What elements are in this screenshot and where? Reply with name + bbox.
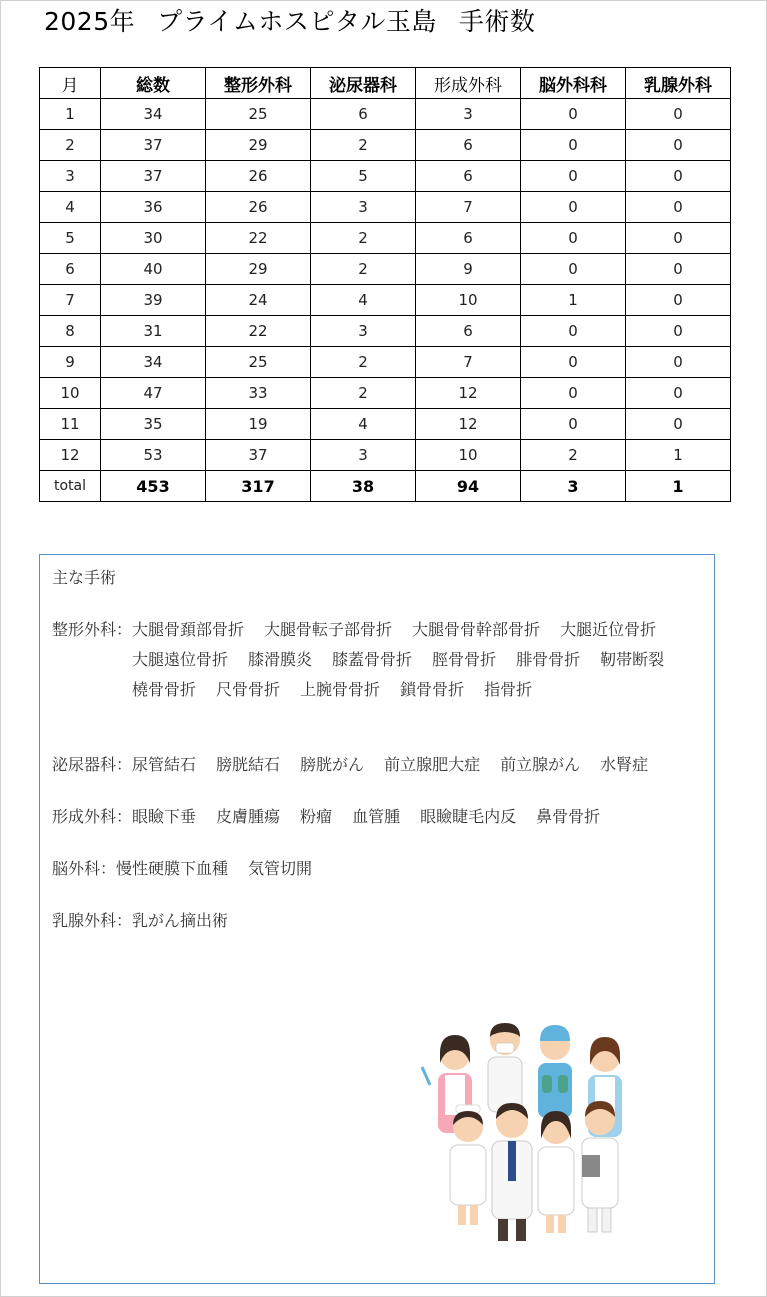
procedure-list bbox=[116, 854, 676, 884]
procedure-item: 乳がん摘出術 bbox=[132, 911, 229, 930]
cell-neurosurgery: 0 bbox=[521, 378, 626, 409]
page-title bbox=[44, 4, 535, 40]
cell-plastic-surgery: 3 bbox=[416, 99, 521, 130]
procedure-item: 前立腺がん bbox=[500, 755, 581, 774]
cell-orthopedics: 22 bbox=[206, 316, 311, 347]
cell-neurosurgery: 0 bbox=[521, 409, 626, 440]
cell-total: 37 bbox=[101, 130, 206, 161]
cell-plastic-surgery: 10 bbox=[416, 285, 521, 316]
title-hospital: プライムホスピタル玉島 bbox=[157, 7, 437, 36]
procedure-item: 大腿近位骨折 bbox=[560, 620, 657, 639]
cell-month: 10 bbox=[40, 378, 101, 409]
procedure-item: 脛骨骨折 bbox=[432, 650, 497, 669]
department-label: 形成外科： bbox=[52, 807, 133, 826]
cell-breast-surgery: 0 bbox=[626, 409, 731, 440]
total-orthopedics: 317 bbox=[206, 471, 311, 502]
department-label: 乳腺外科： bbox=[52, 911, 133, 930]
cell-breast-surgery: 0 bbox=[626, 161, 731, 192]
procedure-item: 膝滑膜炎 bbox=[248, 650, 313, 669]
cell-orthopedics: 26 bbox=[206, 161, 311, 192]
procedure-item: 大腿骨頚部骨折 bbox=[132, 620, 245, 639]
cell-urology: 5 bbox=[311, 161, 416, 192]
table-total-row bbox=[40, 471, 731, 502]
cell-total: 31 bbox=[101, 316, 206, 347]
procedure-item: 慢性硬膜下血種 bbox=[116, 859, 229, 878]
cell-breast-surgery: 0 bbox=[626, 316, 731, 347]
cell-total: 30 bbox=[101, 223, 206, 254]
procedure-item: 橈骨骨折 bbox=[132, 680, 197, 699]
header-orthopedics: 整形外科 bbox=[206, 68, 311, 99]
cell-total: 34 bbox=[101, 347, 206, 378]
procedure-item: 腓骨骨折 bbox=[516, 650, 581, 669]
procedure-item: 眼瞼下垂 bbox=[132, 807, 197, 826]
cell-plastic-surgery: 6 bbox=[416, 161, 521, 192]
table-row bbox=[40, 254, 731, 285]
table-header-row bbox=[40, 68, 731, 99]
cell-plastic-surgery: 7 bbox=[416, 347, 521, 378]
cell-neurosurgery: 2 bbox=[521, 440, 626, 471]
cell-neurosurgery: 0 bbox=[521, 130, 626, 161]
procedure-item: 上腕骨骨折 bbox=[300, 680, 381, 699]
table-row bbox=[40, 223, 731, 254]
procedure-item: 気管切開 bbox=[248, 859, 313, 878]
cell-orthopedics: 37 bbox=[206, 440, 311, 471]
procedure-item: 眼瞼睫毛内反 bbox=[420, 807, 517, 826]
cell-urology: 3 bbox=[311, 316, 416, 347]
cell-plastic-surgery: 10 bbox=[416, 440, 521, 471]
procedure-item: 膝蓋骨骨折 bbox=[332, 650, 413, 669]
cell-total: 47 bbox=[101, 378, 206, 409]
header-plastic-surgery: 形成外科 bbox=[416, 68, 521, 99]
cell-orthopedics: 29 bbox=[206, 254, 311, 285]
procedure-list bbox=[132, 615, 692, 705]
cell-month: 4 bbox=[40, 192, 101, 223]
cell-urology: 4 bbox=[311, 285, 416, 316]
doctor-female-figure bbox=[538, 1111, 574, 1233]
procedures-heading: 主な手術 bbox=[52, 568, 117, 587]
cell-urology: 3 bbox=[311, 192, 416, 223]
title-suffix: 手術数 bbox=[458, 7, 536, 36]
cell-month: 1 bbox=[40, 99, 101, 130]
cell-urology: 2 bbox=[311, 130, 416, 161]
procedure-item: 大腿骨骨幹部骨折 bbox=[412, 620, 541, 639]
cell-plastic-surgery: 12 bbox=[416, 378, 521, 409]
procedure-item: 鼻骨骨折 bbox=[536, 807, 601, 826]
cell-plastic-surgery: 6 bbox=[416, 130, 521, 161]
procedure-item: 皮膚腫瘍 bbox=[216, 807, 281, 826]
table-row bbox=[40, 440, 731, 471]
department-list bbox=[52, 615, 692, 936]
nurse-male-figure bbox=[582, 1101, 618, 1232]
cell-month: 9 bbox=[40, 347, 101, 378]
cell-neurosurgery: 0 bbox=[521, 99, 626, 130]
cell-orthopedics: 22 bbox=[206, 223, 311, 254]
cell-month: 6 bbox=[40, 254, 101, 285]
table-row bbox=[40, 316, 731, 347]
table-row bbox=[40, 378, 731, 409]
cell-neurosurgery: 0 bbox=[521, 161, 626, 192]
header-total: 総数 bbox=[101, 68, 206, 99]
cell-orthopedics: 24 bbox=[206, 285, 311, 316]
cell-neurosurgery: 0 bbox=[521, 254, 626, 285]
table-row bbox=[40, 130, 731, 161]
procedure-item: 水腎症 bbox=[600, 755, 649, 774]
cell-breast-surgery: 0 bbox=[626, 285, 731, 316]
cell-total: 35 bbox=[101, 409, 206, 440]
doctor-mask-figure bbox=[488, 1023, 522, 1112]
cell-orthopedics: 25 bbox=[206, 99, 311, 130]
department-block bbox=[52, 906, 692, 936]
cell-orthopedics: 25 bbox=[206, 347, 311, 378]
cell-urology: 3 bbox=[311, 440, 416, 471]
header-month: 月 bbox=[40, 68, 101, 99]
header-neurosurgery: 脳外科科 bbox=[521, 68, 626, 99]
procedure-item: 尿管結石 bbox=[132, 755, 197, 774]
procedure-item: 膀胱がん bbox=[300, 755, 365, 774]
cell-urology: 2 bbox=[311, 347, 416, 378]
department-label: 整形外科： bbox=[52, 620, 133, 639]
total-breast-surgery: 1 bbox=[626, 471, 731, 502]
procedure-item: 粉瘤 bbox=[300, 807, 333, 826]
procedure-item: 前立腺肥大症 bbox=[384, 755, 481, 774]
header-breast-surgery: 乳腺外科 bbox=[626, 68, 731, 99]
table-row bbox=[40, 347, 731, 378]
procedure-item: 大腿骨転子部骨折 bbox=[264, 620, 393, 639]
cell-orthopedics: 33 bbox=[206, 378, 311, 409]
cell-plastic-surgery: 9 bbox=[416, 254, 521, 285]
cell-urology: 4 bbox=[311, 409, 416, 440]
cell-urology: 2 bbox=[311, 378, 416, 409]
total-neurosurgery: 3 bbox=[521, 471, 626, 502]
department-block bbox=[52, 750, 692, 780]
procedures-content bbox=[52, 563, 692, 936]
cell-breast-surgery: 0 bbox=[626, 130, 731, 161]
department-block bbox=[52, 615, 692, 705]
cell-plastic-surgery: 12 bbox=[416, 409, 521, 440]
procedure-item: 大腿遠位骨折 bbox=[132, 650, 229, 669]
medical-staff-group-illustration bbox=[410, 1015, 640, 1247]
procedure-item: 膀胱結石 bbox=[216, 755, 281, 774]
cell-neurosurgery: 0 bbox=[521, 192, 626, 223]
cell-total: 39 bbox=[101, 285, 206, 316]
cell-total: 34 bbox=[101, 99, 206, 130]
cell-neurosurgery: 0 bbox=[521, 347, 626, 378]
cell-month: 3 bbox=[40, 161, 101, 192]
cell-neurosurgery: 1 bbox=[521, 285, 626, 316]
cell-total: 36 bbox=[101, 192, 206, 223]
header-urology: 泌尿器科 bbox=[311, 68, 416, 99]
cell-breast-surgery: 0 bbox=[626, 347, 731, 378]
cell-month: 7 bbox=[40, 285, 101, 316]
procedure-item: 鎖骨骨折 bbox=[400, 680, 465, 699]
cell-breast-surgery: 0 bbox=[626, 378, 731, 409]
total-month: total bbox=[40, 471, 101, 502]
table-row bbox=[40, 409, 731, 440]
cell-breast-surgery: 0 bbox=[626, 254, 731, 285]
table-row bbox=[40, 99, 731, 130]
nurse-cap-figure bbox=[450, 1105, 486, 1225]
table-row bbox=[40, 285, 731, 316]
cell-neurosurgery: 0 bbox=[521, 316, 626, 347]
cell-plastic-surgery: 6 bbox=[416, 316, 521, 347]
surgery-count-table bbox=[39, 67, 731, 502]
cell-urology: 2 bbox=[311, 223, 416, 254]
table-row bbox=[40, 192, 731, 223]
cell-urology: 2 bbox=[311, 254, 416, 285]
cell-neurosurgery: 0 bbox=[521, 223, 626, 254]
title-year: 2025年 bbox=[44, 7, 136, 36]
cell-month: 11 bbox=[40, 409, 101, 440]
table-body bbox=[40, 99, 731, 502]
procedure-list bbox=[132, 802, 692, 832]
cell-breast-surgery: 0 bbox=[626, 223, 731, 254]
cell-orthopedics: 19 bbox=[206, 409, 311, 440]
doctor-center-figure bbox=[492, 1103, 532, 1241]
cell-total: 53 bbox=[101, 440, 206, 471]
cell-month: 12 bbox=[40, 440, 101, 471]
cell-month: 5 bbox=[40, 223, 101, 254]
cell-urology: 6 bbox=[311, 99, 416, 130]
cell-breast-surgery: 0 bbox=[626, 192, 731, 223]
procedure-item: 血管腫 bbox=[352, 807, 401, 826]
department-label: 泌尿器科： bbox=[52, 755, 133, 774]
total-total: 453 bbox=[101, 471, 206, 502]
cell-total: 37 bbox=[101, 161, 206, 192]
cell-total: 40 bbox=[101, 254, 206, 285]
cell-plastic-surgery: 6 bbox=[416, 223, 521, 254]
cell-orthopedics: 26 bbox=[206, 192, 311, 223]
total-urology: 38 bbox=[311, 471, 416, 502]
cell-month: 8 bbox=[40, 316, 101, 347]
cell-month: 2 bbox=[40, 130, 101, 161]
procedure-item: 靭帯断裂 bbox=[600, 650, 665, 669]
procedure-item: 指骨折 bbox=[484, 680, 533, 699]
procedure-list bbox=[132, 906, 692, 936]
procedure-list bbox=[132, 750, 692, 780]
cell-breast-surgery: 1 bbox=[626, 440, 731, 471]
surgeon-blue-figure bbox=[538, 1025, 572, 1118]
procedure-item: 尺骨骨折 bbox=[216, 680, 281, 699]
total-plastic-surgery: 94 bbox=[416, 471, 521, 502]
cell-breast-surgery: 0 bbox=[626, 99, 731, 130]
cell-orthopedics: 29 bbox=[206, 130, 311, 161]
table-row bbox=[40, 161, 731, 192]
cell-plastic-surgery: 7 bbox=[416, 192, 521, 223]
department-block bbox=[52, 854, 692, 884]
department-block bbox=[52, 802, 692, 832]
department-label: 脳外科： bbox=[52, 859, 117, 878]
